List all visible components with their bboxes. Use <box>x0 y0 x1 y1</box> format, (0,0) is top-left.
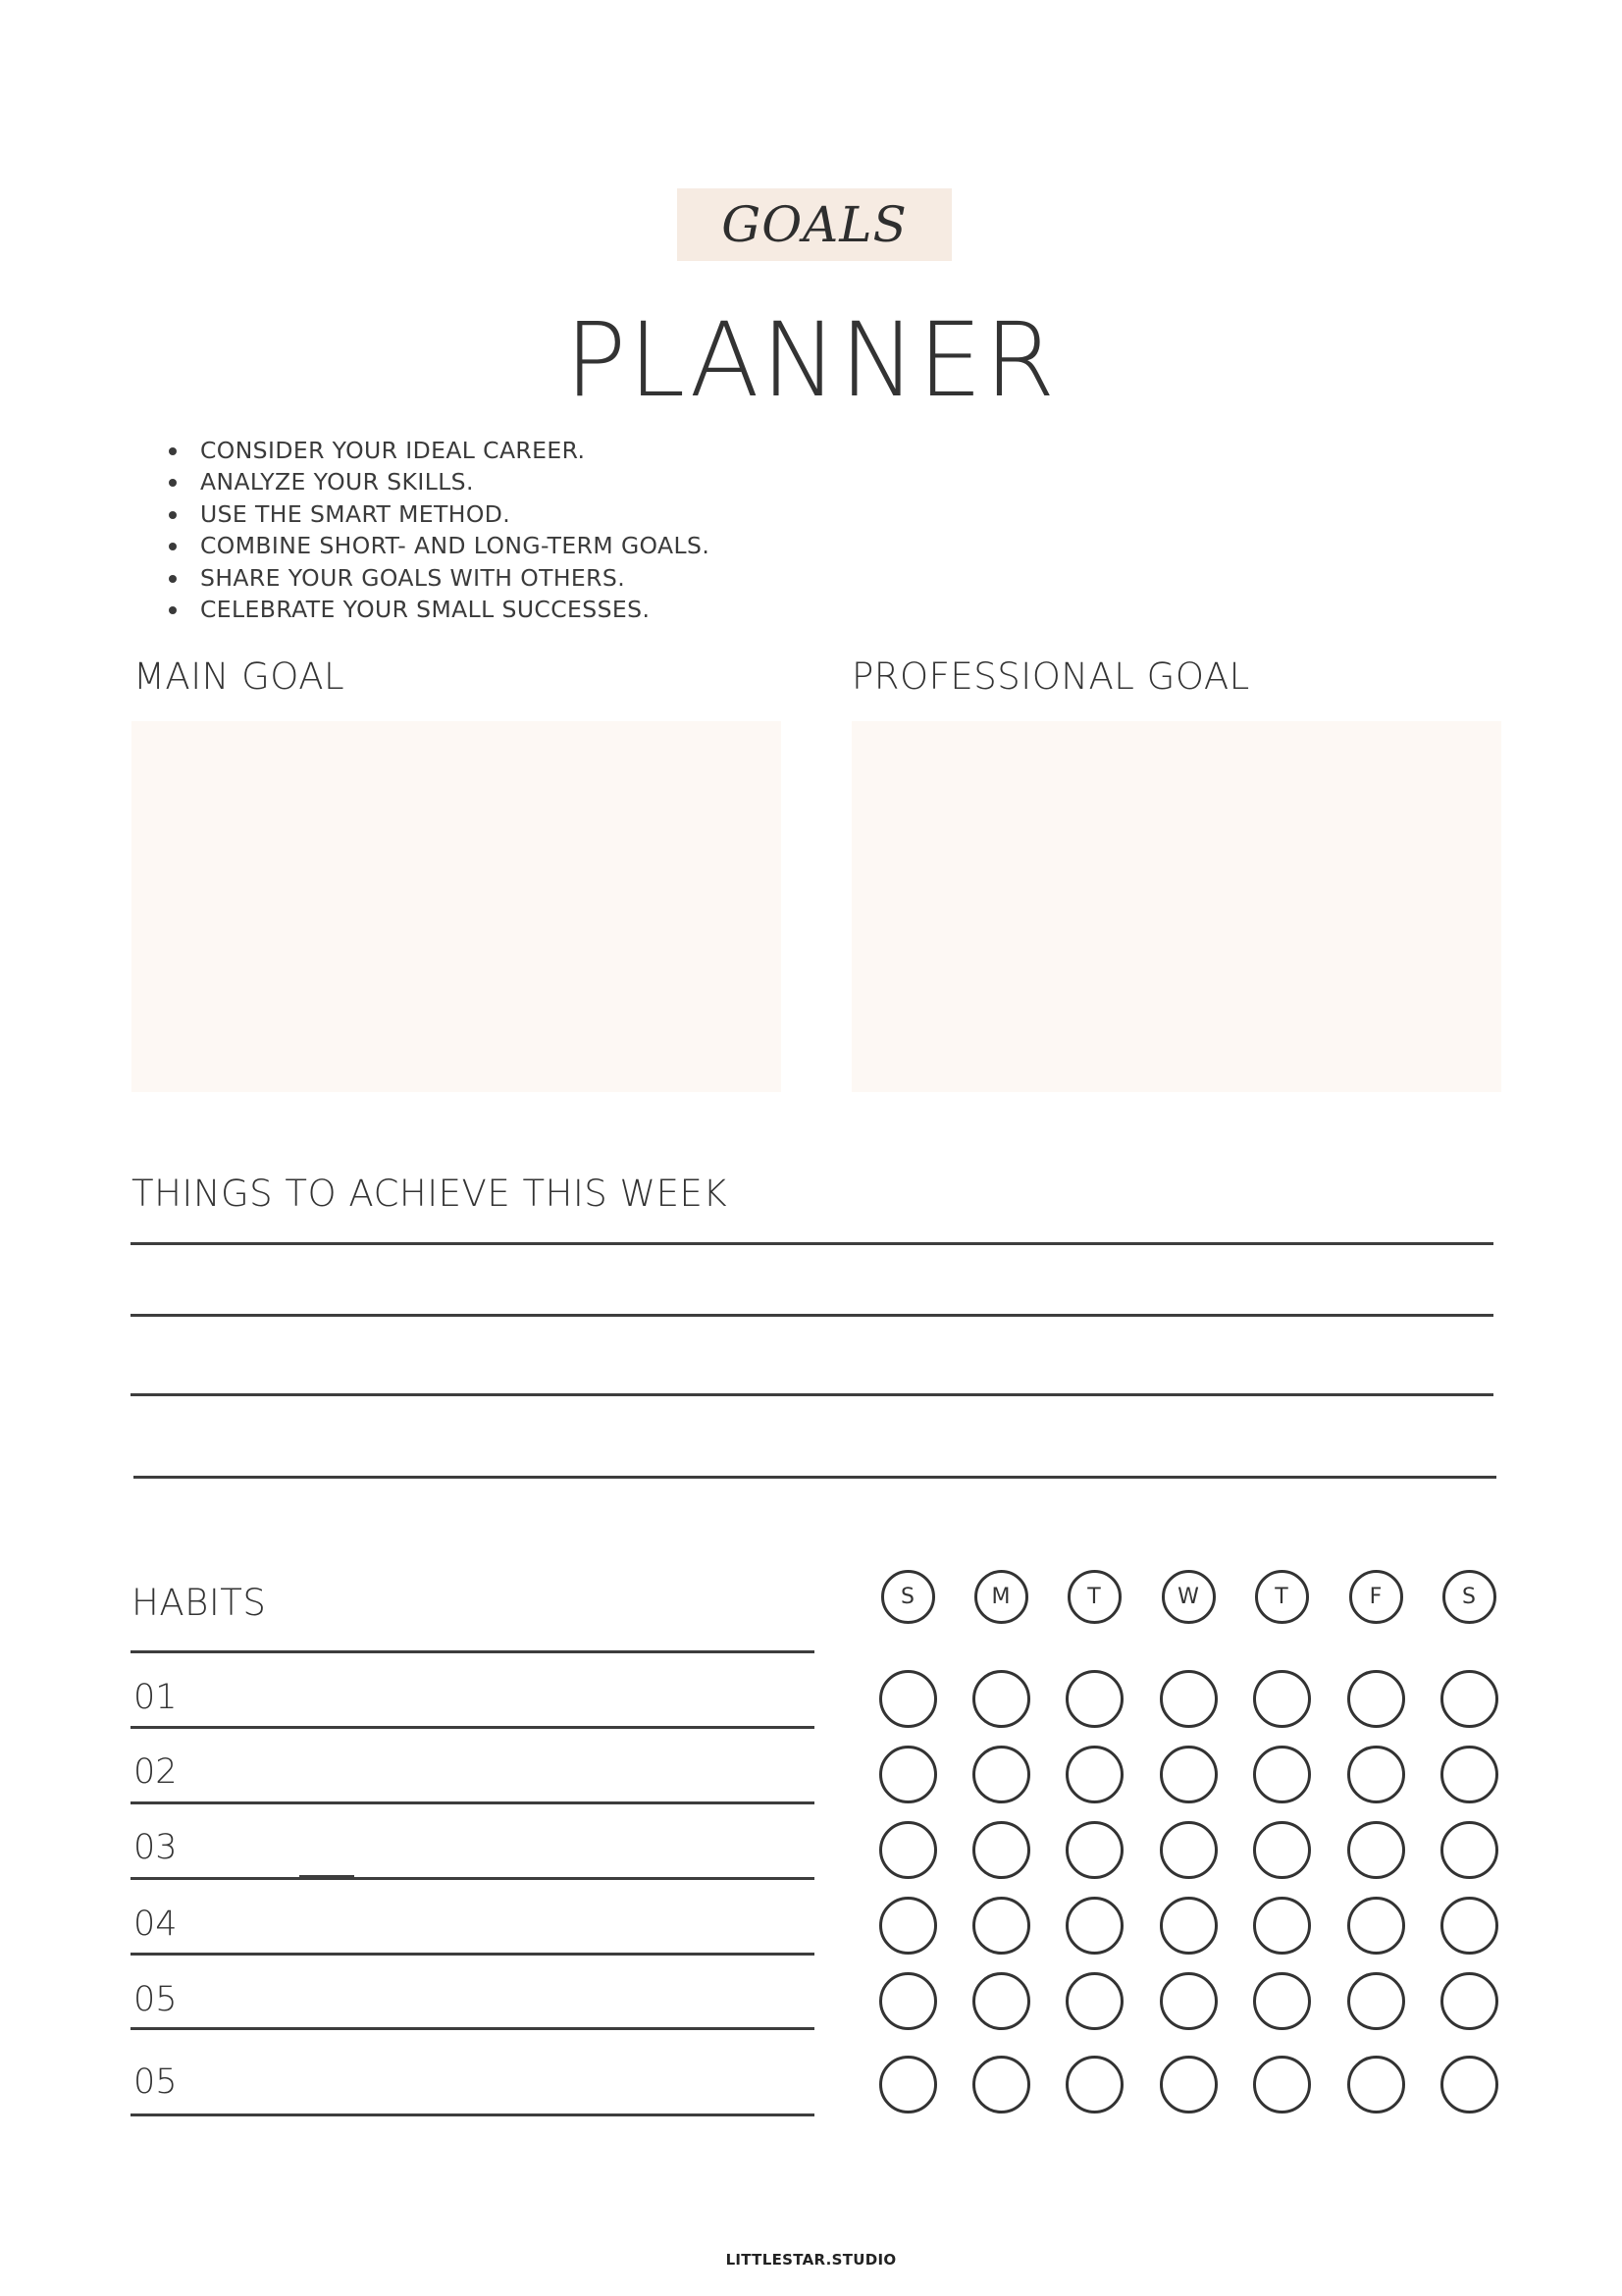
habit-check-circle[interactable] <box>879 1670 937 1728</box>
habit-check-circle[interactable] <box>1347 1897 1405 1955</box>
page-title: PLANNER <box>564 300 1058 420</box>
day-label-circle: F <box>1349 1570 1403 1624</box>
day-label-circle: S <box>1442 1570 1496 1624</box>
habits-top-line <box>131 1650 814 1653</box>
main-goal-heading: MAIN GOAL <box>133 655 345 698</box>
habit-check-circle[interactable] <box>1347 1821 1405 1879</box>
habit-line-4[interactable] <box>131 1953 814 1956</box>
habit-check-circle[interactable] <box>1066 1821 1124 1879</box>
habit-check-circle[interactable] <box>1160 1746 1218 1803</box>
habit-check-circle[interactable] <box>1253 1897 1311 1955</box>
week-line-2[interactable] <box>131 1314 1493 1317</box>
habit-check-circle[interactable] <box>1347 2056 1405 2113</box>
professional-goal-heading: PROFESSIONAL GOAL <box>852 655 1250 698</box>
habit-check-circle[interactable] <box>972 1821 1030 1879</box>
habit-number: 02 <box>133 1752 178 1792</box>
tip-item: CELEBRATE YOUR SMALL SUCCESSES. <box>169 594 709 625</box>
habit-check-circle[interactable] <box>1253 1821 1311 1879</box>
habit-check-circle[interactable] <box>1347 1670 1405 1728</box>
tip-item: ANALYZE YOUR SKILLS. <box>169 466 709 497</box>
habit-check-circle[interactable] <box>1160 1670 1218 1728</box>
habits-heading: HABITS <box>131 1582 267 1624</box>
habit-check-circle[interactable] <box>1440 2056 1498 2113</box>
habit-check-circle[interactable] <box>879 1897 937 1955</box>
habit-number: 01 <box>133 1678 178 1717</box>
week-line-3[interactable] <box>131 1393 1493 1396</box>
habit-check-circle[interactable] <box>879 2056 937 2113</box>
habit-check-circle[interactable] <box>1066 1897 1124 1955</box>
day-label-circle: S <box>881 1570 935 1624</box>
footer-brand: LITTLESTAR.STUDIO <box>725 2251 897 2269</box>
week-line-4[interactable] <box>133 1476 1496 1479</box>
habit-check-circle[interactable] <box>879 1821 937 1879</box>
habit-line-2[interactable] <box>131 1801 814 1804</box>
habit-check-circle[interactable] <box>1440 1972 1498 2030</box>
habit-check-circle[interactable] <box>1253 1670 1311 1728</box>
habit-check-circle[interactable] <box>1347 1972 1405 2030</box>
habit-check-circle[interactable] <box>972 1972 1030 2030</box>
habit-check-circle[interactable] <box>1160 1972 1218 2030</box>
habit-number: 04 <box>133 1905 178 1944</box>
habit-line-6[interactable] <box>131 2113 814 2116</box>
habit-check-circle[interactable] <box>1440 1746 1498 1803</box>
goals-badge-text: GOALS <box>721 196 908 253</box>
habit-line-mark <box>299 1875 354 1877</box>
habit-line-5[interactable] <box>131 2027 814 2030</box>
tip-item: USE THE SMART METHOD. <box>169 498 709 530</box>
main-goal-box[interactable] <box>131 721 781 1092</box>
habit-check-circle[interactable] <box>1440 1821 1498 1879</box>
habit-check-circle[interactable] <box>1253 2056 1311 2113</box>
habit-check-circle[interactable] <box>879 1972 937 2030</box>
habit-number: 05 <box>133 1980 178 2019</box>
habit-check-circle[interactable] <box>1347 1746 1405 1803</box>
habit-check-circle[interactable] <box>1066 1972 1124 2030</box>
habit-check-circle[interactable] <box>1253 1972 1311 2030</box>
habit-number: 03 <box>133 1828 178 1867</box>
tip-item: SHARE YOUR GOALS WITH OTHERS. <box>169 562 709 594</box>
habit-line-3[interactable] <box>131 1877 814 1880</box>
habit-number: 05 <box>133 2062 178 2102</box>
week-line-1[interactable] <box>131 1242 1493 1245</box>
week-heading: THINGS TO ACHIEVE THIS WEEK <box>131 1173 728 1215</box>
habit-check-circle[interactable] <box>972 1897 1030 1955</box>
habit-check-circle[interactable] <box>1066 1746 1124 1803</box>
habit-check-circle[interactable] <box>1160 1821 1218 1879</box>
goals-badge <box>677 188 952 261</box>
habit-check-circle[interactable] <box>972 2056 1030 2113</box>
day-label-circle: M <box>974 1570 1028 1624</box>
habit-line-1[interactable] <box>131 1726 814 1729</box>
day-label-circle: T <box>1255 1570 1309 1624</box>
habit-check-circle[interactable] <box>1066 1670 1124 1728</box>
habit-check-circle[interactable] <box>972 1670 1030 1728</box>
habit-check-circle[interactable] <box>1440 1670 1498 1728</box>
tip-item: COMBINE SHORT- AND LONG-TERM GOALS. <box>169 530 709 561</box>
habit-check-circle[interactable] <box>1160 1897 1218 1955</box>
day-label-circle: T <box>1068 1570 1122 1624</box>
day-label-circle: W <box>1162 1570 1216 1624</box>
habit-check-circle[interactable] <box>1160 2056 1218 2113</box>
tip-item: CONSIDER YOUR IDEAL CAREER. <box>169 435 709 466</box>
habit-check-circle[interactable] <box>1066 2056 1124 2113</box>
tips-list <box>169 435 709 625</box>
habit-check-circle[interactable] <box>879 1746 937 1803</box>
professional-goal-box[interactable] <box>852 721 1501 1092</box>
habit-check-circle[interactable] <box>1440 1897 1498 1955</box>
habit-check-circle[interactable] <box>972 1746 1030 1803</box>
habit-check-circle[interactable] <box>1253 1746 1311 1803</box>
